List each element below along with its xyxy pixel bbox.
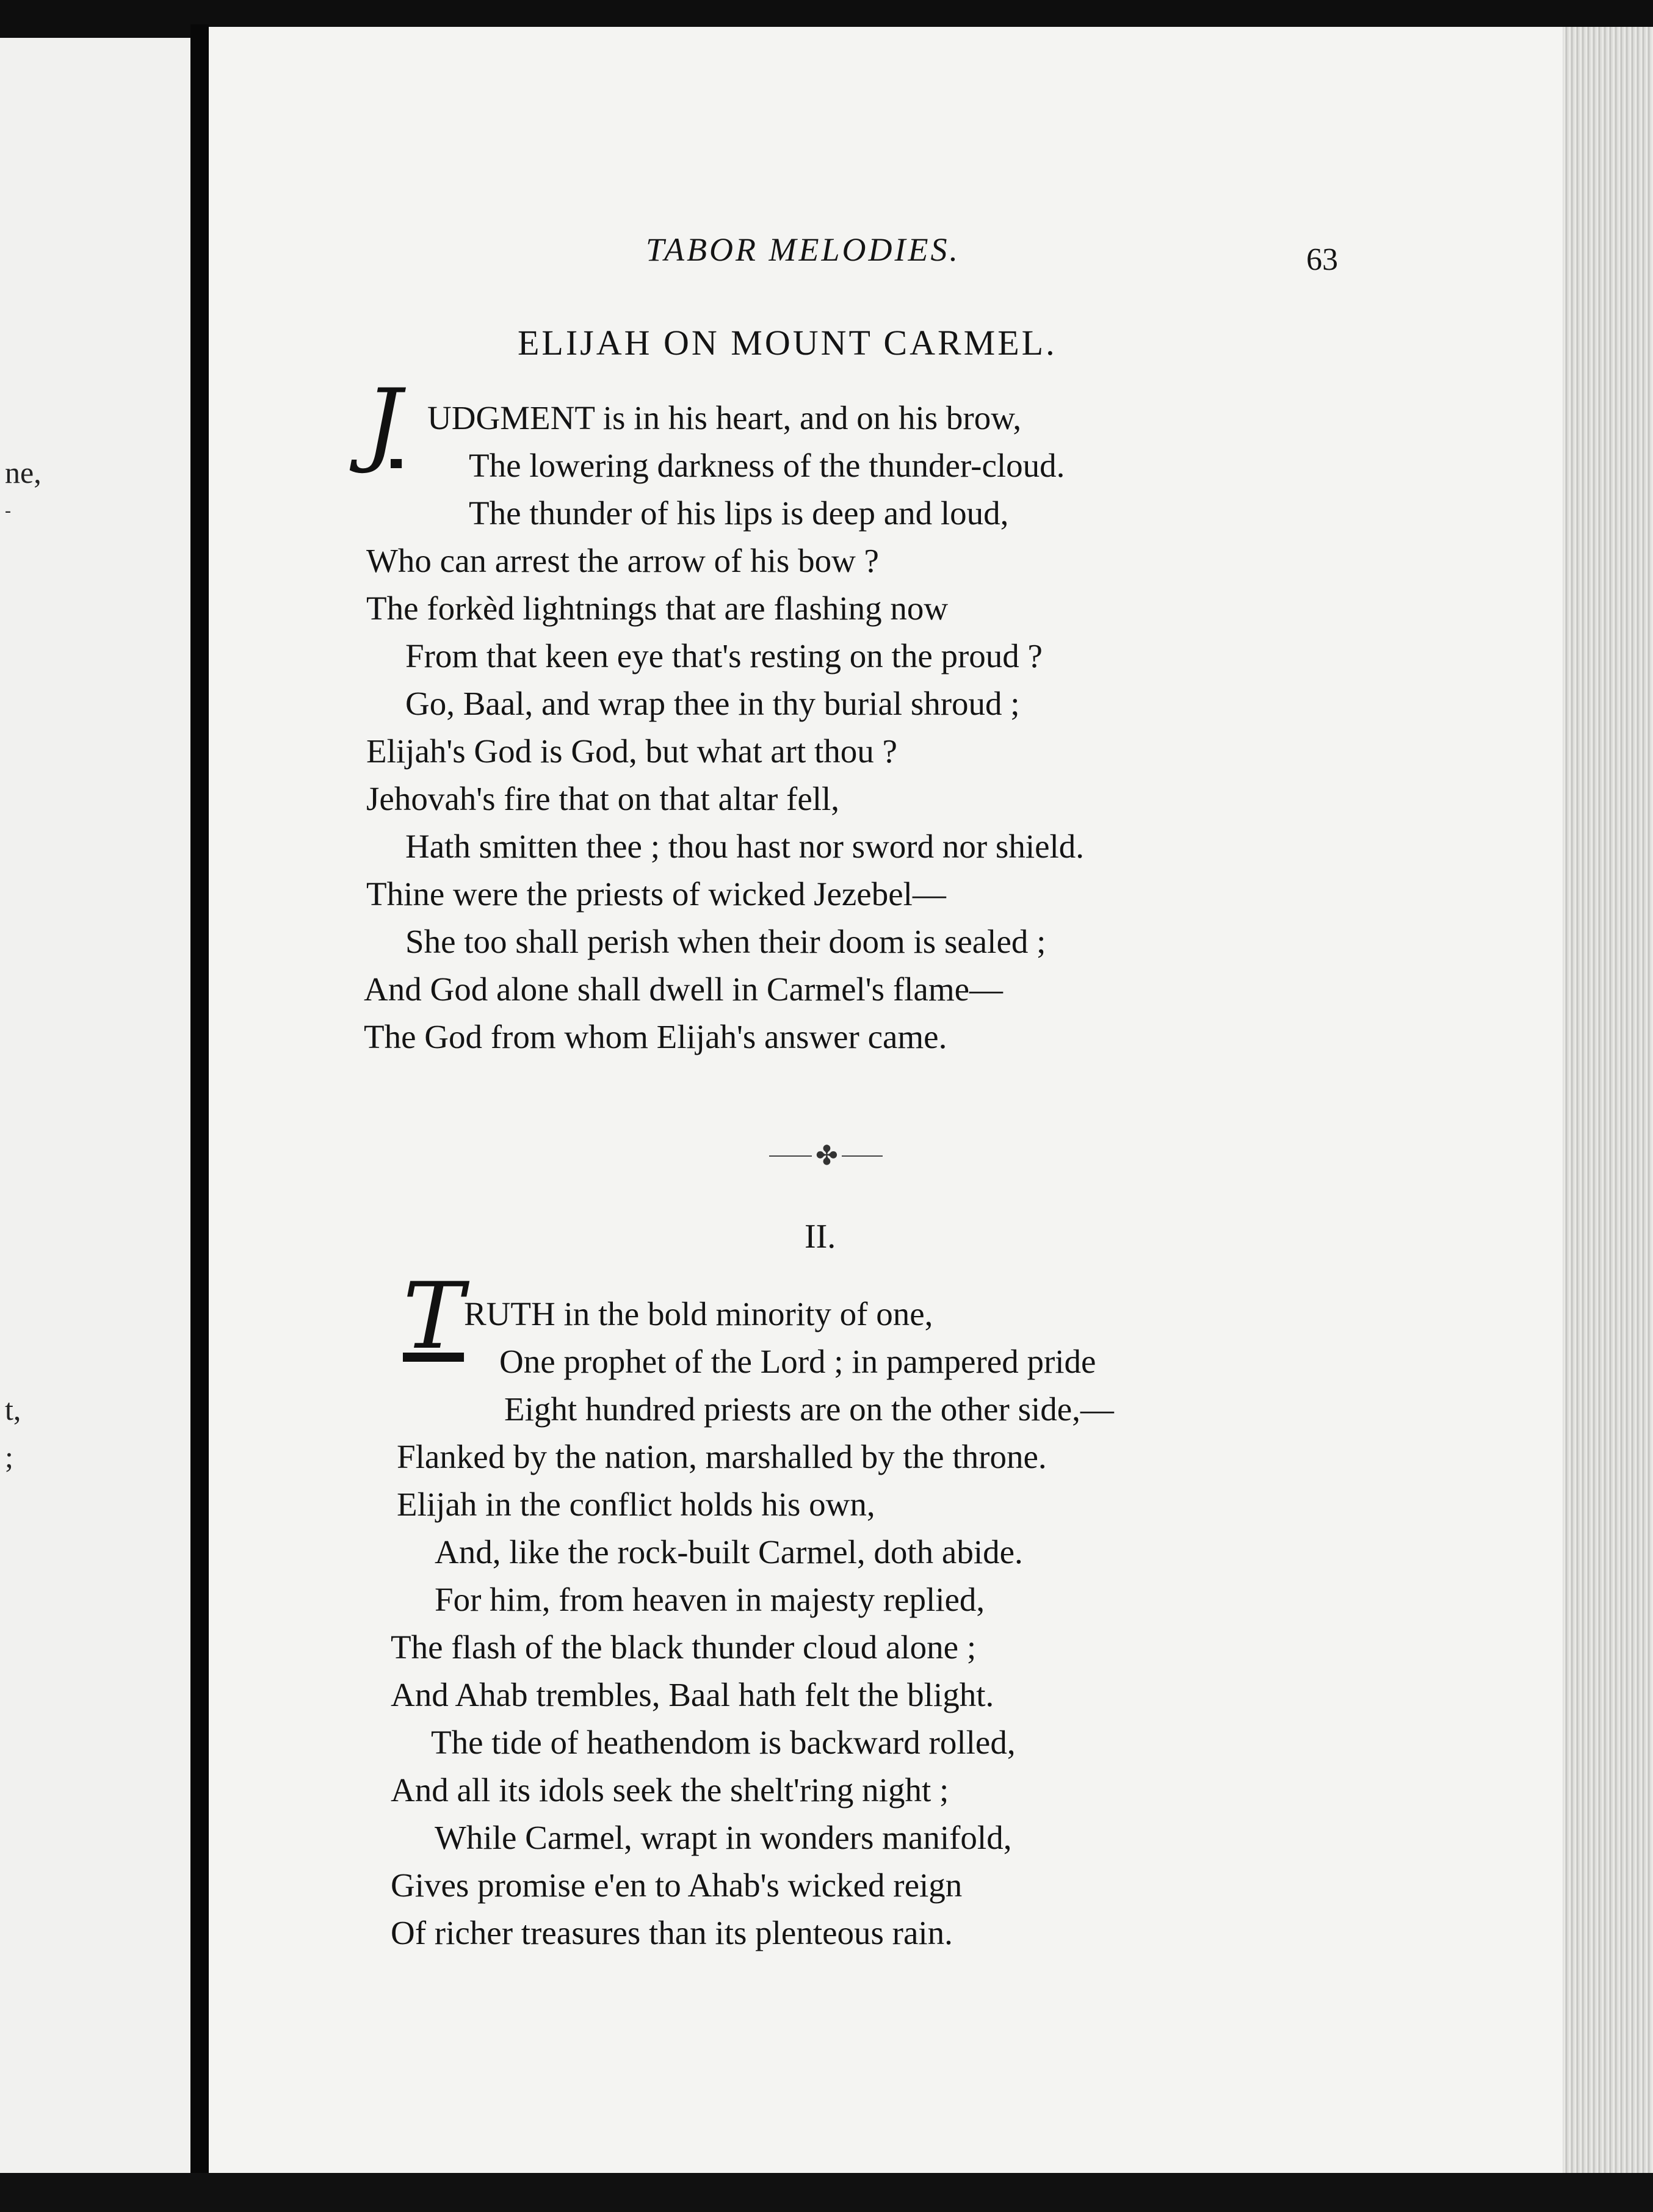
- book-gutter: [190, 24, 209, 2212]
- poem-line: Thine were the priests of wicked Jezebel—: [366, 875, 946, 913]
- poem-line: The thunder of his lips is deep and loud,: [469, 494, 1009, 532]
- poem-line: The lowering darkness of the thunder-cloud.: [469, 447, 1065, 484]
- poem-line: Flanked by the nation, marshalled by the throne.: [397, 1438, 1047, 1475]
- left-page-fragment: t,: [5, 1392, 21, 1426]
- poem-line: UDGMENT is in his heart, and on his brow,: [427, 399, 1022, 436]
- poem-line: Who can arrest the arrow of his bow ?: [366, 542, 879, 579]
- page-number: 63: [1306, 242, 1338, 277]
- poem-line: And all its idols seek the shelt'ring night ;: [391, 1771, 949, 1809]
- drop-cap: J: [365, 370, 402, 476]
- left-page-fragment: ;: [5, 1440, 13, 1474]
- left-page-fragment: ne,: [5, 455, 42, 490]
- poem-line: And God alone shall dwell in Carmel's flame—: [364, 970, 1004, 1008]
- poem-line: The flash of the black thunder cloud alone ;: [391, 1628, 977, 1666]
- poem-line: From that keen eye that's resting on the proud ?: [405, 637, 1043, 674]
- scan-bottom-border: [0, 2173, 1653, 2212]
- poem-line: The God from whom Elijah's answer came.: [364, 1018, 947, 1055]
- poem-section-title: II.: [805, 1218, 836, 1256]
- poem-line: Eight hundred priests are on the other side,—: [504, 1390, 1114, 1428]
- poem-line: Elijah's God is God, but what art thou ?: [366, 732, 897, 770]
- left-page: [0, 38, 190, 2174]
- poem-line: Jehovah's fire that on that altar fell,: [366, 780, 840, 817]
- poem-line: RUTH in the bold minority of one,: [464, 1295, 933, 1332]
- poem-line: And, like the rock-built Carmel, doth abide.: [435, 1533, 1023, 1570]
- poem-line: One prophet of the Lord ; in pampered pride: [499, 1343, 1096, 1380]
- drop-cap: T: [403, 1263, 465, 1370]
- page-stack-edge: [1563, 27, 1653, 2188]
- running-header: TABOR MELODIES.: [646, 231, 960, 268]
- poem-line: Of richer treasures than its plenteous rain.: [391, 1914, 953, 1951]
- poem-line: The forkèd lightnings that are flashing now: [366, 590, 949, 627]
- poem-line: Go, Baal, and wrap thee in thy burial shroud ;: [405, 685, 1020, 722]
- section-ornament: ✤: [812, 1143, 842, 1169]
- poem-line: While Carmel, wrapt in wonders manifold,: [435, 1819, 1012, 1856]
- poem-line: Hath smitten thee ; thou hast nor sword nor shield.: [405, 828, 1085, 865]
- poem-line: And Ahab trembles, Baal hath felt the blight.: [391, 1676, 994, 1713]
- poem-line: She too shall perish when their doom is sealed ;: [405, 923, 1046, 960]
- poem-line: For him, from heaven in majesty replied,: [435, 1581, 985, 1618]
- poem-title: ELIJAH ON MOUNT CARMEL.: [518, 323, 1057, 363]
- left-page-fragment: -: [5, 501, 11, 521]
- poem-line: Gives promise e'en to Ahab's wicked reign: [391, 1867, 963, 1904]
- poem-line: Elijah in the conflict holds his own,: [397, 1486, 875, 1523]
- poem-line: The tide of heathendom is backward rolled,: [431, 1724, 1016, 1761]
